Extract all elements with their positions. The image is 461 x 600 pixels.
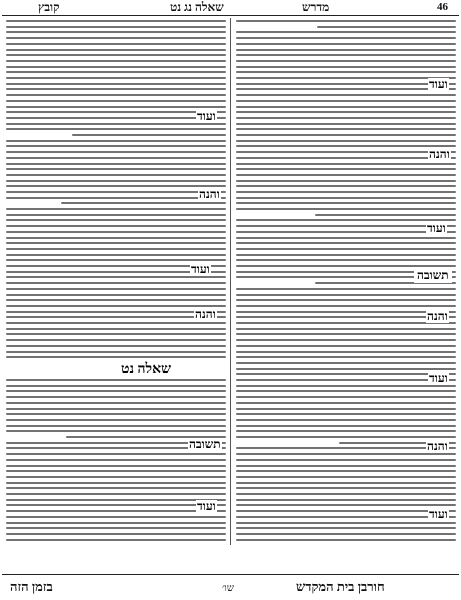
text-line [236, 379, 456, 381]
text-line [236, 117, 456, 119]
text-line [236, 88, 456, 90]
text-line [6, 493, 226, 495]
text-line [236, 54, 456, 56]
text-line [236, 493, 456, 495]
text-line [6, 168, 226, 170]
text-line [236, 385, 456, 387]
text-line [315, 214, 456, 216]
text-line [236, 219, 456, 221]
text-line [236, 345, 456, 347]
text-line [6, 219, 226, 221]
text-line [6, 151, 226, 153]
text-line [236, 100, 456, 102]
header-right-title: מדרש [302, 0, 330, 14]
text-line [236, 49, 456, 51]
text-line [236, 419, 456, 421]
left-keyword-3: ועוד [191, 262, 210, 276]
text-line [236, 390, 456, 392]
text-line [6, 516, 226, 518]
text-line [236, 339, 456, 341]
text-line [6, 328, 226, 330]
text-line [6, 54, 226, 56]
text-line [236, 362, 456, 364]
left-answer-keyword: תשובה [189, 437, 221, 451]
text-line [6, 157, 226, 159]
text-line [6, 339, 226, 341]
text-line [6, 31, 226, 33]
text-line [6, 214, 226, 216]
text-line [236, 459, 456, 461]
text-line [6, 83, 226, 85]
text-line [236, 288, 456, 290]
footer-left: בזמן הזה [10, 579, 53, 594]
text-line [236, 311, 456, 313]
text-line [236, 168, 456, 170]
column-divider [230, 18, 231, 545]
text-line [236, 487, 456, 489]
text-line [6, 242, 226, 244]
text-line [236, 174, 456, 176]
text-line [236, 328, 456, 330]
text-line [236, 265, 456, 267]
right-keyword-6: והנה [427, 439, 448, 453]
text-line [6, 66, 226, 68]
text-line [236, 185, 456, 187]
text-line [236, 128, 456, 130]
text-line [6, 208, 226, 210]
text-line [236, 163, 456, 165]
text-line [236, 248, 456, 250]
right-section-heading: תשובה [414, 268, 452, 283]
left-section-heading: שאלה נט [118, 362, 174, 377]
text-line [236, 197, 456, 199]
text-line [236, 83, 456, 85]
text-line [6, 356, 226, 358]
text-line [6, 487, 226, 489]
left-keyword-2: והנה [199, 187, 220, 201]
header-rule [2, 15, 459, 16]
text-line [6, 225, 226, 227]
text-line [6, 94, 226, 96]
text-line [6, 316, 226, 318]
text-line [236, 60, 456, 62]
text-line [236, 231, 456, 233]
text-line [6, 111, 226, 113]
text-line [236, 259, 456, 261]
text-line [6, 305, 226, 307]
text-line [6, 425, 226, 427]
text-line [236, 533, 456, 535]
text-line [236, 425, 456, 427]
text-line [6, 299, 226, 301]
text-line [6, 408, 226, 410]
text-line [236, 527, 456, 529]
text-line [236, 71, 456, 73]
text-line [317, 26, 456, 28]
footer-middle: שו׳ [222, 583, 234, 594]
left-keyword-1: ועוד [197, 109, 216, 123]
left-keyword-4: והנה [195, 307, 216, 321]
text-line [6, 459, 226, 461]
right-keyword-1: ועוד [429, 77, 448, 91]
text-line [6, 533, 226, 535]
text-line [6, 117, 226, 119]
text-line [236, 31, 456, 33]
text-line [236, 94, 456, 96]
text-line [6, 88, 226, 90]
text-line [6, 43, 226, 45]
text-line [236, 202, 456, 204]
text-line [6, 282, 226, 284]
text-line [6, 145, 226, 147]
text-line [6, 465, 226, 467]
text-line [6, 311, 226, 313]
text-line [6, 71, 226, 73]
text-line [6, 26, 226, 28]
text-line [236, 413, 456, 415]
text-line [6, 60, 226, 62]
text-line [6, 453, 226, 455]
text-line [236, 465, 456, 467]
text-line [6, 128, 226, 130]
text-line [236, 516, 456, 518]
text-line [6, 163, 226, 165]
text-line [236, 106, 456, 108]
text-line [236, 396, 456, 398]
text-line [6, 345, 226, 347]
text-line [236, 522, 456, 524]
text-line [236, 242, 456, 244]
text-line [6, 197, 226, 199]
text-line [6, 385, 226, 387]
text-line [6, 419, 226, 421]
text-line [6, 276, 226, 278]
text-line [236, 180, 456, 182]
text-line [236, 305, 456, 307]
text-line [6, 522, 226, 524]
text-line [6, 237, 226, 239]
text-line [236, 322, 456, 324]
text-line [236, 254, 456, 256]
text-line [6, 527, 226, 529]
text-line [6, 49, 226, 51]
text-line [6, 504, 226, 506]
text-line [6, 482, 226, 484]
text-line [6, 294, 226, 296]
text-line [236, 140, 456, 142]
text-line [236, 123, 456, 125]
text-line [236, 351, 456, 353]
text-line [236, 436, 456, 438]
text-line [236, 504, 456, 506]
text-line [6, 248, 226, 250]
text-line [6, 333, 226, 335]
text-line [6, 180, 226, 182]
text-line [236, 470, 456, 472]
text-line [6, 254, 226, 256]
text-line [6, 259, 226, 261]
text-line [236, 316, 456, 318]
left-text-column [6, 18, 226, 545]
text-line [236, 77, 456, 79]
text-line [6, 470, 226, 472]
text-line [6, 499, 226, 501]
text-line [236, 237, 456, 239]
text-line [236, 208, 456, 210]
text-line [6, 379, 226, 381]
text-line [236, 539, 456, 541]
text-line [236, 430, 456, 432]
text-line [6, 351, 226, 353]
right-keyword-5: ועוד [429, 371, 448, 385]
text-line [236, 66, 456, 68]
text-line [236, 482, 456, 484]
text-line [236, 157, 456, 159]
text-line [236, 447, 456, 449]
text-line [236, 299, 456, 301]
text-line [236, 151, 456, 153]
text-line [236, 402, 456, 404]
text-line [236, 191, 456, 193]
text-line [6, 100, 226, 102]
text-line [236, 333, 456, 335]
text-line [236, 368, 456, 370]
text-line [236, 476, 456, 478]
text-line [6, 37, 226, 39]
text-line [236, 111, 456, 113]
text-line [6, 510, 226, 512]
text-line [236, 37, 456, 39]
text-line [61, 202, 226, 204]
text-line [72, 134, 226, 136]
text-line [6, 402, 226, 404]
text-line [6, 77, 226, 79]
footer-rule [2, 574, 459, 575]
text-line [6, 123, 226, 125]
text-line [236, 453, 456, 455]
text-line [236, 294, 456, 296]
text-line [236, 356, 456, 358]
text-line [236, 20, 456, 22]
text-line [236, 373, 456, 375]
left-keyword-5: ועוד [197, 499, 216, 513]
text-line [236, 225, 456, 227]
text-line [236, 134, 456, 136]
text-line [236, 43, 456, 45]
text-line [6, 140, 226, 142]
right-keyword-4: והנה [427, 309, 448, 323]
text-line [6, 191, 226, 193]
text-line [6, 413, 226, 415]
text-line [6, 288, 226, 290]
right-keyword-2: והנה [429, 147, 450, 161]
footer-right: חורבן בית המקדש [296, 579, 385, 594]
text-line [6, 106, 226, 108]
header-left-title: קובץ [38, 0, 60, 14]
right-keyword-3: ועוד [427, 221, 446, 235]
text-line [236, 510, 456, 512]
text-line [6, 539, 226, 541]
right-keyword-7: ועוד [429, 507, 448, 521]
text-line [236, 408, 456, 410]
text-line [236, 499, 456, 501]
text-line [6, 476, 226, 478]
text-line [6, 390, 226, 392]
text-line [6, 20, 226, 22]
text-line [6, 185, 226, 187]
text-line [236, 145, 456, 147]
text-line [6, 430, 226, 432]
page-number: 46 [437, 1, 448, 13]
header-center-title: שאלה נג נט [170, 0, 224, 14]
text-line [6, 322, 226, 324]
text-line [6, 174, 226, 176]
text-line [6, 396, 226, 398]
text-line [6, 231, 226, 233]
